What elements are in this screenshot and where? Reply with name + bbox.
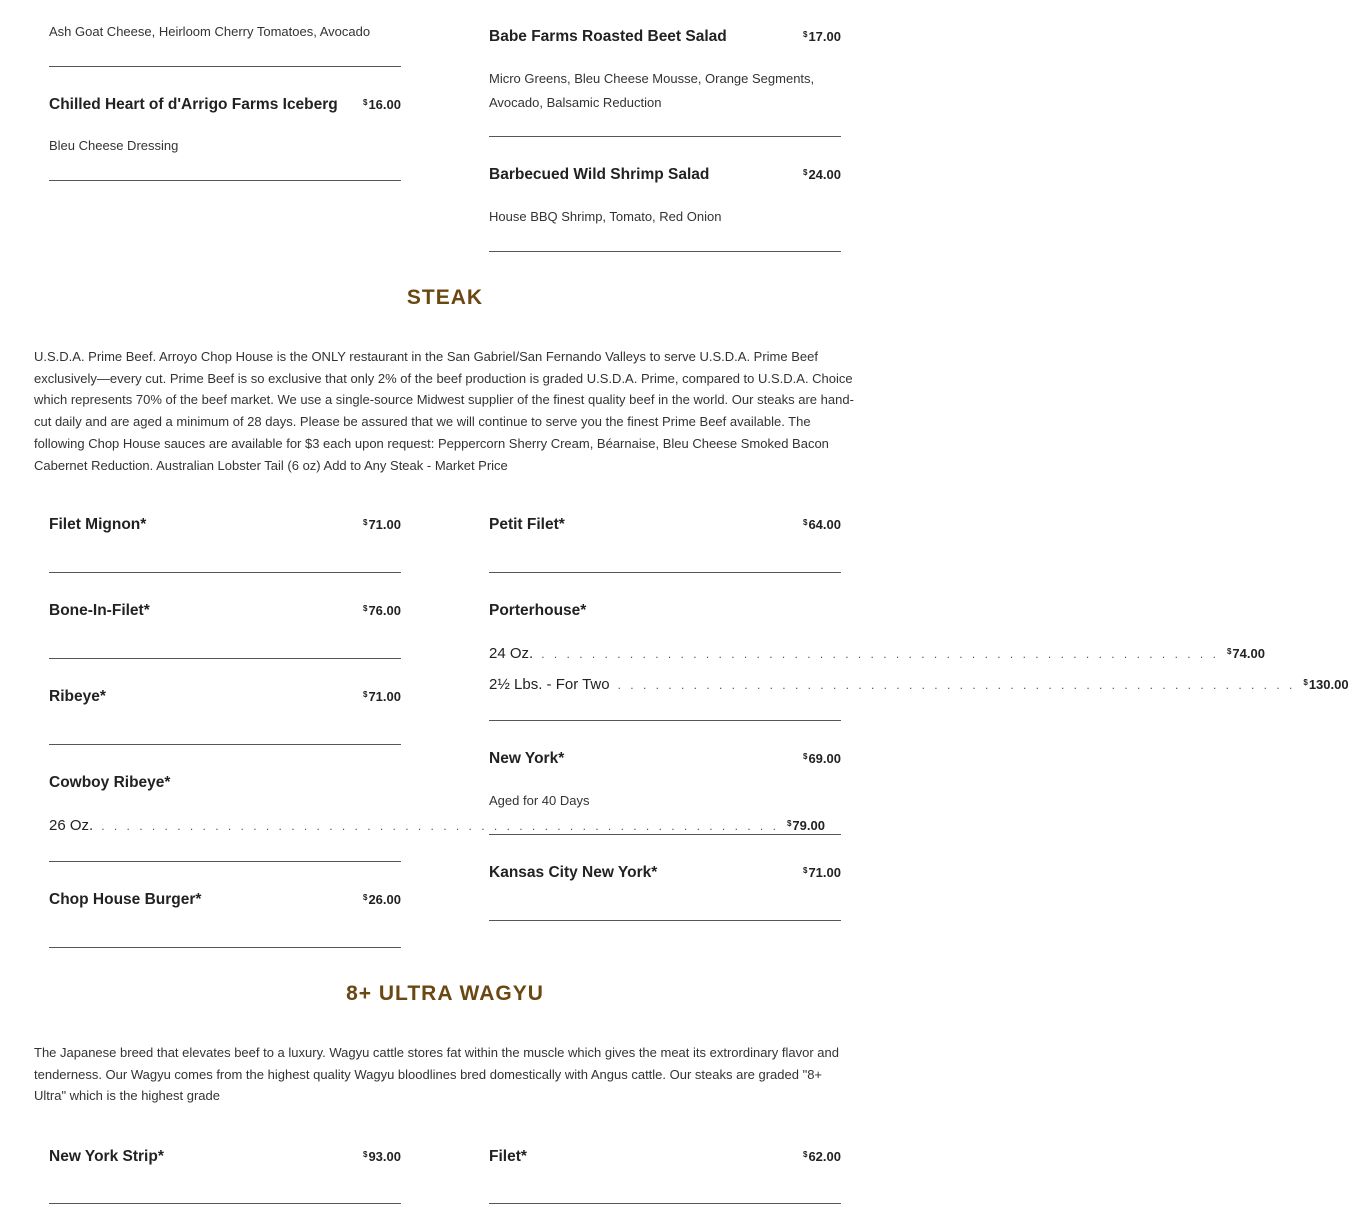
item-description: Aged for 40 Days [489,793,590,808]
item-divider [489,136,841,137]
item-divider [49,1203,401,1204]
item-divider [489,834,841,835]
size-option-row [489,645,1265,662]
section-intro: U.S.D.A. Prime Beef. Arroyo Chop House is the ONLY restaurant in the San Gabriel/San Fernando Valleys to serve U.S.D.A. Prime Beef exclusively—every cut. Prime Beef is so exclusive that only 2% of the beef production is graded U.S.D.A. Prime, compared to U.S.D.A. Choice which represents 70% of the beef market. We use a single-source Midwest supplier of the finest quality beef in the world. Our steaks are hand-cut daily and are aged a minimum of 28 days. Please be assured that we will continue to serve you the finest Prime Beef available. The following Chop House sauces are available for $3 each upon request: Peppercorn Sherry Cream, Béarnaise, Bleu Cheese Smoked Bacon Cabernet Reduction. Australian Lobster Tail (6 oz) Add to Any Steak - Market Price [34,349,854,473]
size-price: $130.00 [1303,677,1349,692]
menu-item-name: Ribeye* [49,688,106,705]
menu-item-price: $71.00 [803,865,841,880]
item-divider [49,947,401,948]
size-option-row [489,676,1349,693]
dot-leader: . . . . . . . . . . . . . . . . . . . . . . . . . . . . . . . . . . . . . . . . . . . . . . . . . . . . . . [541,647,1219,661]
menu-item-price: $71.00 [363,689,401,704]
dot-leader: . . . . . . . . . . . . . . . . . . . . . . . . . . . . . . . . . . . . . . . . . . . . . . . . . . . . . . [617,678,1296,692]
size-option-row [49,817,825,834]
size-price: $74.00 [1226,646,1265,661]
item-description: Micro Greens, Bleu Cheese Mousse, Orange Segments, Avocado, Balsamic Reduction [489,71,815,110]
size-price: $79.00 [786,818,825,833]
menu-item-price: $76.00 [363,603,401,618]
menu-item-name: Bone-In-Filet* [49,602,150,619]
item-divider [489,1203,841,1204]
menu-item-price: $62.00 [803,1149,841,1164]
item-divider [49,180,401,181]
item-divider [489,251,841,252]
section-intro: The Japanese breed that elevates beef to a luxury. Wagyu cattle stores fat within the muscle which gives the meat its extrordinary flavor and tenderness. Our Wagyu comes from the highest quality Wagyu bloodlines bred domestically with Angus cattle. Our steaks are graded "8+ Ultra" which is the highest grade [34,1045,839,1104]
menu-item-name: Porterhouse* [489,602,587,619]
size-label: 24 Oz. [489,645,534,662]
size-label: 26 Oz. [49,817,94,834]
item-divider [49,572,401,573]
item-description: House BBQ Shrimp, Tomato, Red Onion [489,209,722,224]
menu-item-price: $16.00 [363,97,401,112]
item-description: Ash Goat Cheese, Heirloom Cherry Tomatoes, Avocado [49,24,371,39]
menu-item-price: $17.00 [803,29,841,44]
section-title: STEAK [406,286,484,309]
menu-item-name: New York Strip* [49,1148,164,1165]
menu-item-price: $69.00 [803,751,841,766]
menu-item-price: $26.00 [363,892,401,907]
size-label: 2½ Lbs. - For Two [489,676,610,693]
item-divider [489,920,841,921]
menu-item-name: Barbecued Wild Shrimp Salad [489,166,710,183]
menu-item-name: Kansas City New York* [489,864,658,881]
menu-item-name: Chilled Heart of d'Arrigo Farms Iceberg [49,96,338,113]
menu-item-name: Babe Farms Roasted Beet Salad [489,28,727,45]
item-divider [49,861,401,862]
menu-item-price: $64.00 [803,517,841,532]
menu-item-name: Petit Filet* [489,516,565,533]
menu-item-price: $71.00 [363,517,401,532]
item-divider [489,720,841,721]
item-divider [49,66,401,67]
dot-leader: . . . . . . . . . . . . . . . . . . . . . . . . . . . . . . . . . . . . . . . . . . . . . . . . . . . . . . [101,819,779,833]
item-divider [49,744,401,745]
item-divider [489,572,841,573]
menu-item-price: $93.00 [363,1149,401,1164]
menu-item-name: Filet* [489,1148,527,1165]
section-title: 8+ ULTRA WAGYU [346,982,544,1005]
menu-item-name: New York* [489,750,565,767]
menu-item-name: Chop House Burger* [49,891,202,908]
menu-item-name: Filet Mignon* [49,516,147,533]
menu-item-name: Cowboy Ribeye* [49,774,171,791]
menu-item-price: $24.00 [803,167,841,182]
item-divider [49,658,401,659]
item-description: Bleu Cheese Dressing [49,138,179,153]
